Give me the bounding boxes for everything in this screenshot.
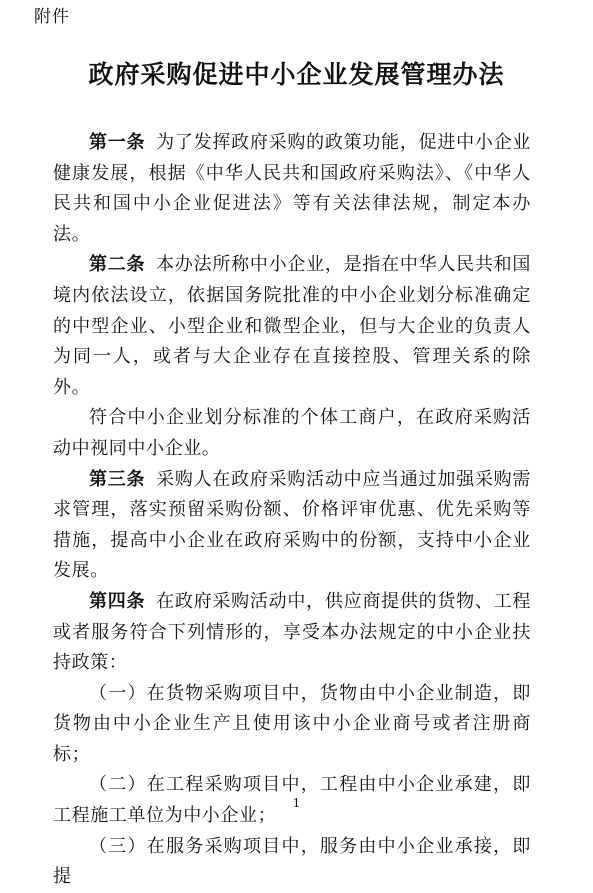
article-1-text: 为了发挥政府采购的政策功能，促进中小企业健康发展，根据《中华人民共和国政府采购法》、《中华人民共和国中小企业促进法》等有关法律法规，制定本办法。 (53, 132, 531, 245)
article-2-supplement-text: 符合中小企业划分标准的个体工商户，在政府采购活动中视同中小企业。 (53, 407, 531, 459)
document-body (53, 128, 531, 893)
article-4-item-3-paragraph (53, 832, 531, 893)
article-2-label: 第二条 (89, 254, 146, 276)
page-number: 1 (292, 796, 301, 810)
article-4-item-2-text: （二）在工程采购项目中，工程由中小企业承建，即工程施工单位为中小企业； (53, 774, 531, 827)
document-title: 政府采购促进中小企业发展管理办法 (88, 60, 505, 89)
article-4-item-1-paragraph (53, 679, 531, 771)
article-3-label: 第三条 (89, 468, 146, 490)
article-4-item-1-text: （一）在货物采购项目中，货物由中小企业制造，即货物由中小企业生产且使用该中小企业商号或者注册商标； (53, 682, 531, 765)
article-2-paragraph (53, 250, 531, 403)
article-2-text: 本办法所称中小企业，是指在中华人民共和国境内依法设立，依据国务院批准的中小企业划分标准确定的中型企业、小型企业和微型企业，但与大企业的负责人为同一人，或者与大企业存在直接控股、管理关系的除外。 (53, 254, 531, 398)
article-2-supplement-paragraph (53, 403, 531, 464)
article-4-label: 第四条 (89, 590, 146, 612)
article-4-item-3-text: （三）在服务采购项目中，服务由中小企业承接，即提 (53, 835, 531, 888)
article-4-text: 在政府采购活动中，供应商提供的货物、工程或者服务符合下列情形的，享受本办法规定的中小企业扶持政策： (53, 590, 531, 674)
article-1-paragraph (53, 128, 531, 250)
article-3-paragraph (53, 465, 531, 587)
attachment-label: 附件 (34, 7, 70, 27)
article-1-label: 第一条 (89, 132, 146, 153)
article-4-paragraph (53, 587, 531, 679)
article-3-text: 采购人在政府采购活动中应当通过加强采购需求管理，落实预留采购份额、价格评审优惠、优先采购等措施，提高中小企业在政府采购中的份额，支持中小企业发展。 (53, 468, 531, 582)
